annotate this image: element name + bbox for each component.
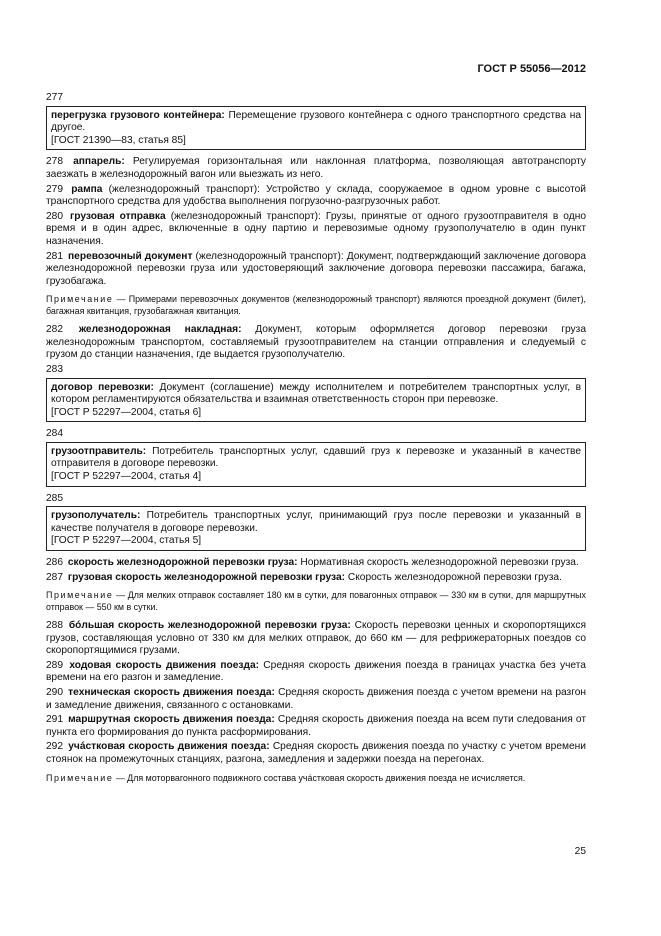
note-label: Примечание: [46, 294, 114, 305]
term: железнодорожная накладная:: [78, 324, 242, 336]
entry-number-285: 285: [46, 492, 63, 504]
definition-text: Потребитель транспортных услуг, принимающий груз после перевозки и указанный в качестве получателя в договоре перевозки.: [51, 510, 581, 534]
entry-292: [46, 741, 586, 766]
entry-number: 287: [46, 571, 63, 583]
page-number: 25: [574, 846, 586, 857]
term: грузовая отправка: [70, 210, 166, 222]
quoted-definition-285: [46, 506, 586, 551]
definition-text: Средняя скорость движения поезда с учетом времени на разгон и замедление движения, связанного с остановками.: [46, 687, 586, 711]
definition-text: Средняя скорость движения поезда по участку с учетом времени стоянок на промежуточных станциях, разгона, замедления и задержки поезда на перегонах.: [46, 741, 586, 765]
entry-number-283: 283: [46, 363, 63, 375]
term: перевозочный документ: [68, 250, 193, 262]
definition-text: Нормативная скорость железнодорожной перевозки груза.: [297, 557, 579, 569]
definition-text: Документ (соглашение) между исполнителем и потребителем транспортных услуг, в котором регламентируются обязательства и взаимная ответственность сторон при перевозке.: [51, 381, 582, 406]
definition-text: Документ, которым оформляется договор перевозки груза железнодорожным транспортом, составляемый грузоотправителем на станции отправления и следуемый с грузом до станции назначения, где выдается грузополучателю.: [46, 324, 586, 361]
entry-291: [46, 714, 586, 739]
reference: [ГОСТ Р 52297—2004, статья 6]: [51, 406, 202, 418]
term: грузополучатель:: [51, 510, 141, 522]
entry-number: 290: [46, 687, 63, 698]
reference: [ГОСТ 21390—83, статья 85]: [51, 134, 186, 146]
entry-number-284: 284: [46, 428, 63, 440]
note-label: Примечание: [46, 772, 114, 783]
definition-text: (железнодорожный транспорт): Устройство у склада, сооружаемое в одном уровне с высотой транспортного средства для удобства выполнения погрузочно-разгрузочных работ.: [46, 183, 586, 208]
entry-number: 286: [46, 557, 63, 569]
definition-text: Скорость железнодорожной перевозки груза.: [345, 571, 562, 583]
definition-text: (железнодорожный транспорт): Документ, подтверждающий заключение договора железнодорожной перевозки груза или удостоверяющий заключение договора перевозки пассажира, багажа, грузобагажа.: [46, 250, 586, 287]
definition-text: (железнодорожный транспорт): Грузы, принятые от одного грузоотправителя в одно время и в один адрес, включенные в одну партию и перевозимые одному грузополучателю в один пункт назначения.: [46, 210, 586, 247]
quoted-definition-277: [46, 106, 586, 151]
entry-286: [46, 557, 586, 570]
entry-289: [46, 660, 586, 685]
term: ходовая скорость движения поезда:: [69, 659, 259, 671]
definition-text: Скорость перевозки ценных и скоропортящихся грузов, составляющая условно от 330 км для мелких отправок, до 660 км — для рефрижераторных поездов со скоропортящимися грузами.: [46, 620, 586, 657]
definition-text: Регулируемая горизонтальная или наклонная платформа, позволяющая автотранспорту заезжать в железнодорожный вагон или выезжать из него.: [46, 156, 586, 180]
entry-288: [46, 620, 586, 658]
quoted-definition-283: [46, 378, 586, 423]
note-label: Примечание: [46, 590, 114, 601]
entry-number: 281: [46, 250, 63, 262]
definition-text: Средняя скорость движения поезда в границах участка без учета времени на его разгон и замедление.: [46, 659, 586, 684]
note-text: — Для моторвагонного подвижного состава учáстковая скорость движения поезда не исчисляется.: [113, 772, 526, 783]
term: скорость железнодорожной перевозки груза:: [67, 557, 298, 569]
term: договор перевозки:: [51, 381, 154, 393]
reference: [ГОСТ Р 52297—2004, статья 4]: [51, 471, 202, 483]
note-text: — Примерами перевозочных документов (железнодорожный транспорт) являются проездной документ (билет), багажная квитанция, грузобагажная квитанция.: [46, 294, 586, 316]
entry-number: 278: [46, 156, 63, 168]
note-text: — Для мелких отправок составляет 180 км в сутки, для повагонных отправок — 330 км в сутки, для маршрутных отправок — 550 км в сутки.: [46, 590, 586, 612]
definition-text: Средняя скорость движения поезда на всем пути следования от пункта его формирования до пункта расформирования.: [46, 714, 586, 738]
note-3: [46, 773, 586, 784]
term: рампа: [71, 183, 103, 195]
entry-278: [46, 156, 586, 181]
document-id-header: ГОСТ Р 55056—2012: [477, 63, 586, 75]
definition-text: Потребитель транспортных услуг, сдавший груз к перевозке и указанный в качестве отправителя в договоре перевозки.: [51, 445, 581, 470]
quoted-definition-284: [46, 442, 586, 487]
entry-number: 288: [46, 620, 63, 632]
document-body: [46, 92, 586, 791]
entry-280: [46, 211, 586, 249]
entry-279: [46, 184, 586, 209]
term: грузовая скорость железнодорожной перевозки груза:: [67, 571, 346, 583]
entry-number: 282: [46, 324, 63, 336]
entry-number: 291: [46, 714, 63, 726]
term: бóльшая скорость железнодорожной перевозки груза:: [68, 620, 351, 632]
term: маршрутная скорость движения поезда:: [68, 714, 275, 726]
entry-281: [46, 251, 586, 289]
reference: [ГОСТ Р 52297—2004, статья 5]: [51, 535, 202, 547]
definition-text: Перемещение грузового контейнера с одного транспортного средства на другое.: [51, 109, 581, 134]
term: аппарель:: [73, 156, 125, 168]
entry-number: 289: [46, 659, 63, 671]
entry-number: 280: [46, 210, 63, 222]
term: грузоотправитель:: [51, 445, 147, 457]
term: учáстковая скорость движения поезда:: [68, 741, 270, 753]
entry-number: 292: [46, 741, 63, 753]
entry-number: 279: [46, 183, 63, 195]
term: перегрузка грузового контейнера:: [51, 109, 225, 121]
entry-number-277: 277: [46, 92, 63, 103]
term: техническая скорость движения поезда:: [68, 687, 275, 698]
note-1: [46, 294, 586, 317]
note-2: [46, 590, 586, 613]
entry-282: [46, 324, 586, 362]
entry-290: [46, 687, 586, 712]
entry-287: [46, 572, 586, 585]
